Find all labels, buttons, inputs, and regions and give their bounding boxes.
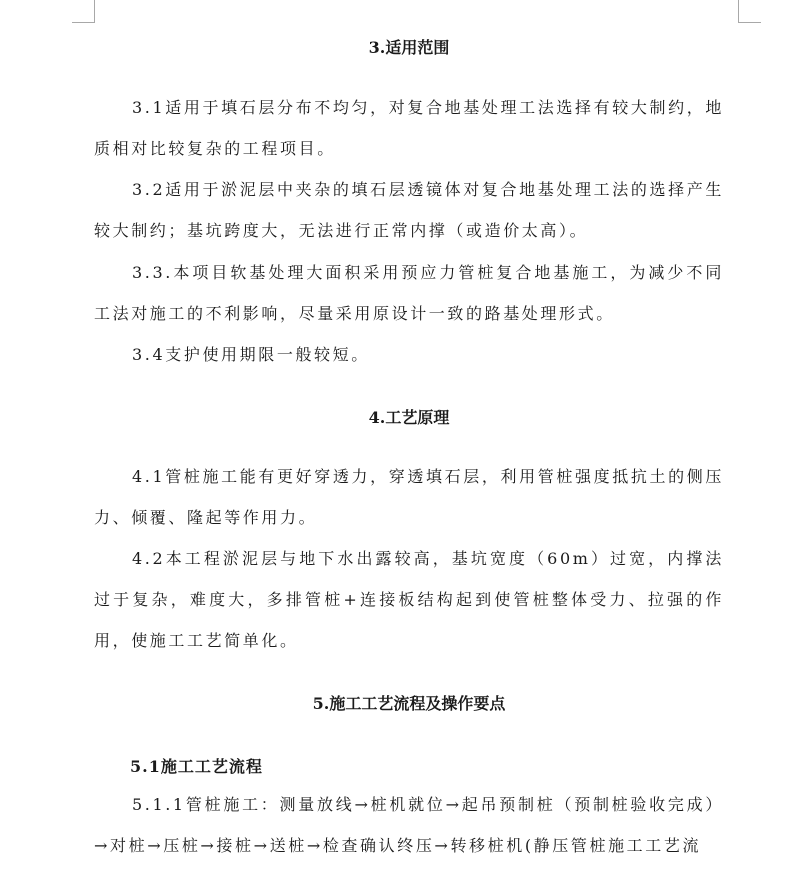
paragraph-3-4: 3.4支护使用期限一般较短。 <box>132 345 370 364</box>
paragraph-4-1: 4.1管桩施工能有更好穿透力，穿透填石层，利用管桩强度抵抗土的侧压力、倾覆、隆起等作用力。 <box>94 467 724 527</box>
paragraph-3-3: 3.3.本项目软基处理大面积采用预应力管桩复合地基施工，为减少不同工法对施工的不利影响，尽量采用原设计一致的路基处理形式。 <box>94 263 724 323</box>
crop-mark-top-right <box>738 0 761 23</box>
paragraph-5-1-1: 5.1.1管桩施工：测量放线→桩机就位→起吊预制桩（预制桩验收完成）→对桩→压桩→接桩→送桩→检查确认终压→转移桩机(静压管桩施工工艺流 <box>94 795 724 855</box>
section-5-heading: 5.施工工艺流程及操作要点 <box>312 694 506 713</box>
section-4-heading: 4.工艺原理 <box>368 408 450 427</box>
paragraph-3-2: 3.2适用于淤泥层中夹杂的填石层透镜体对复合地基处理工法的选择产生较大制约；基坑跨度大，无法进行正常内撑（或造价太高）。 <box>94 180 724 240</box>
section-5-1-heading: 5.1施工工艺流程 <box>130 757 263 776</box>
paragraph-4-2: 4.2本工程淤泥层与地下水出露较高，基坑宽度（60m）过宽，内撑法过于复杂，难度大，多排管桩+连接板结构起到使管桩整体受力、拉强的作用，使施工工艺简单化。 <box>94 549 724 650</box>
section-3-heading: 3.适用范围 <box>368 38 450 57</box>
paragraph-3-1: 3.1适用于填石层分布不均匀，对复合地基处理工法选择有较大制约，地质相对比较复杂的工程项目。 <box>94 98 724 158</box>
crop-mark-top-left <box>72 0 95 23</box>
